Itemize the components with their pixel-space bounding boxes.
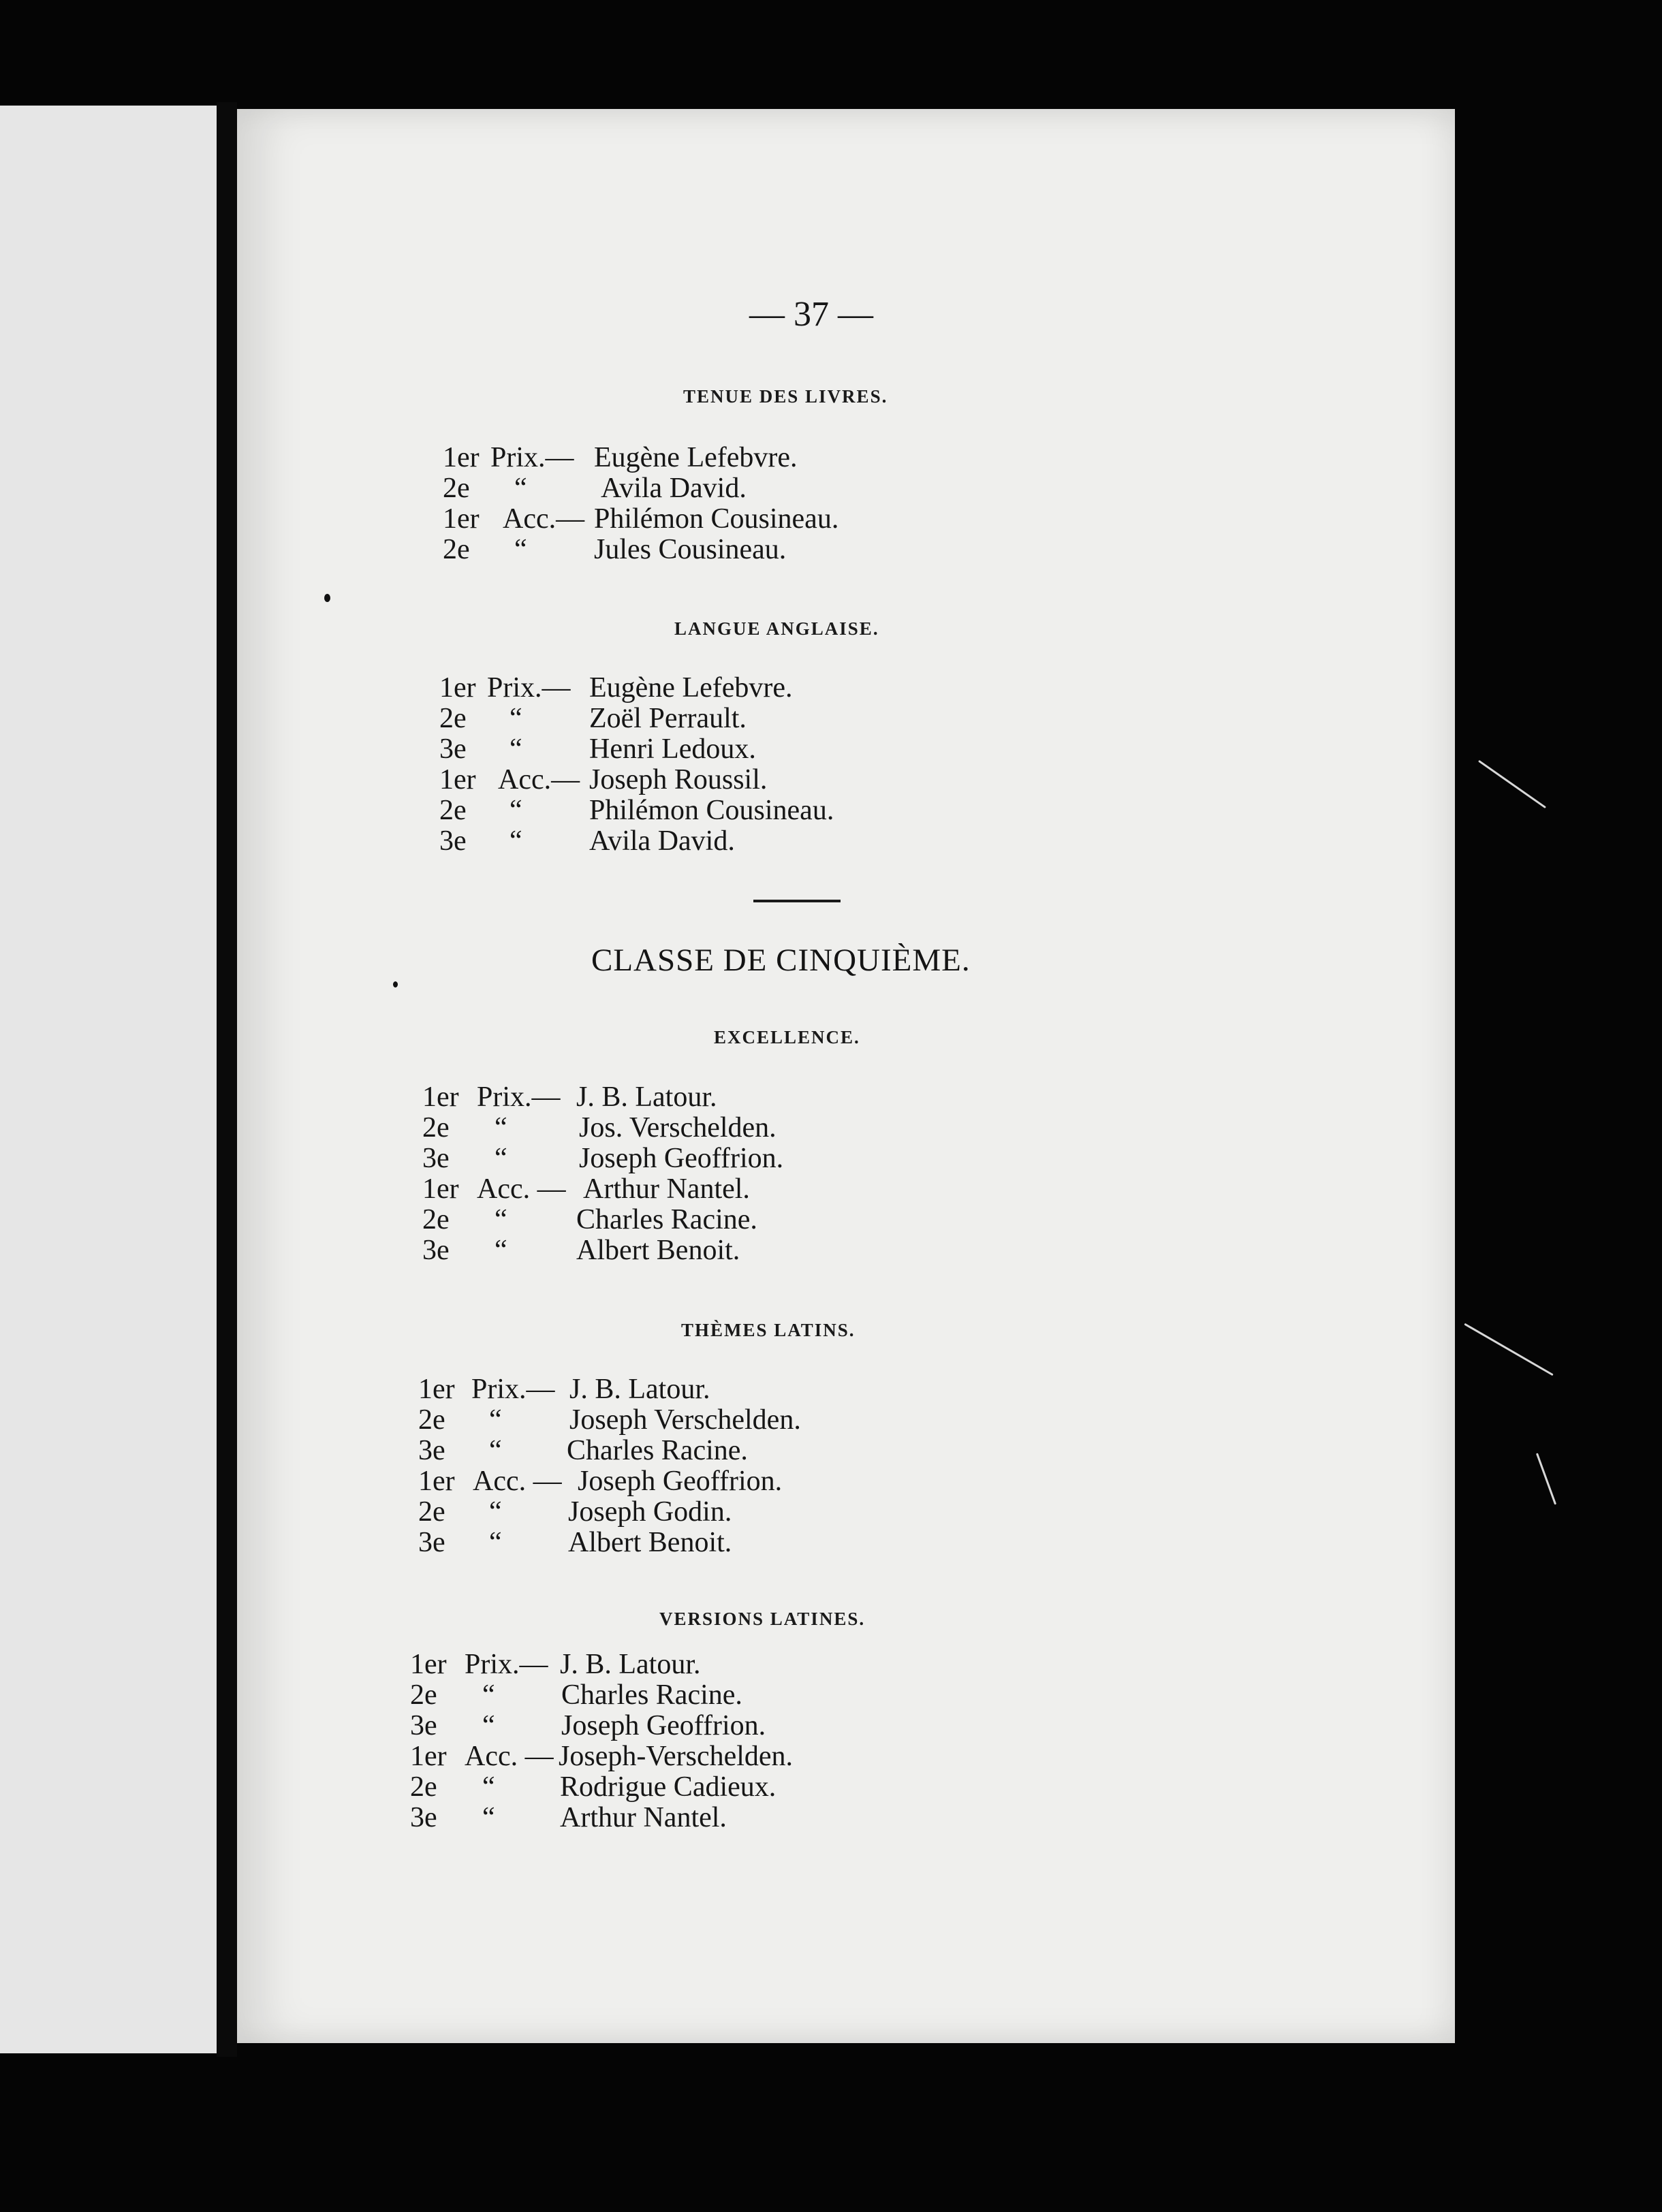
student-name: J. B. Latour.: [560, 1649, 701, 1680]
student-name: Zoël Perrault.: [589, 703, 747, 734]
award-rank: 1er: [443, 442, 480, 473]
award-rank: 2e: [443, 473, 470, 504]
award-rank: 1er: [439, 764, 476, 795]
award-rank: 2e: [410, 1679, 437, 1711]
award-rank: 1er: [418, 1466, 455, 1497]
ditto-mark: “: [514, 473, 527, 504]
ditto-mark: “: [489, 1496, 502, 1528]
award-type: Prix.—: [477, 1081, 561, 1113]
ditto-mark: “: [489, 1527, 502, 1558]
student-name: Eugène Lefebvre.: [594, 442, 798, 473]
award-type: Prix.—: [471, 1374, 555, 1405]
award-rank: 3e: [439, 825, 467, 857]
page-number: — 37 —: [749, 295, 873, 334]
student-name: Henri Ledoux.: [589, 733, 756, 765]
ditto-mark: “: [495, 1143, 507, 1174]
student-name: Joseph Geoffrion.: [578, 1466, 783, 1497]
award-type: Prix.—: [487, 672, 571, 704]
section-heading-excellence: EXCELLENCE.: [714, 1027, 860, 1047]
student-name: J. B. Latour.: [569, 1374, 710, 1405]
ditto-mark: “: [495, 1235, 507, 1266]
ditto-mark: “: [482, 1679, 495, 1711]
student-name: Arthur Nantel.: [560, 1802, 727, 1833]
award-rank: 3e: [410, 1802, 437, 1833]
ditto-mark: “: [509, 795, 522, 826]
award-rank: 2e: [418, 1404, 445, 1436]
award-rank: 1er: [443, 503, 480, 535]
award-rank: 3e: [422, 1143, 450, 1174]
student-name: Joseph-Verschelden.: [559, 1741, 794, 1772]
student-name: Philémon Cousineau.: [589, 795, 834, 826]
award-rank: 3e: [410, 1710, 437, 1741]
section-divider: [753, 900, 841, 902]
student-name: Avila David.: [589, 825, 735, 857]
student-name: Joseph Verschelden.: [569, 1404, 801, 1436]
section-heading-langue-anglaise: LANGUE ANGLAISE.: [674, 618, 879, 639]
award-rank: 1er: [410, 1649, 447, 1680]
ditto-mark: “: [514, 534, 527, 565]
student-name: Joseph Geoffrion.: [561, 1710, 766, 1741]
student-name: Jos. Verschelden.: [579, 1112, 777, 1143]
student-name: Charles Racine.: [576, 1204, 757, 1235]
award-rank: 3e: [418, 1527, 445, 1558]
award-rank: 1er: [439, 672, 476, 704]
ditto-mark: “: [495, 1112, 507, 1143]
ditto-mark: “: [482, 1710, 495, 1741]
student-name: Jules Cousineau.: [594, 534, 787, 565]
award-rank: 2e: [439, 795, 467, 826]
left-facing-page: [0, 106, 217, 2053]
student-name: Albert Benoit.: [576, 1235, 740, 1266]
section-heading-tenue-des-livres: TENUE DES LIVRES.: [683, 386, 888, 407]
award-type: Acc. —: [477, 1173, 566, 1205]
award-rank: 2e: [422, 1112, 450, 1143]
award-rank: 2e: [422, 1204, 450, 1235]
ditto-mark: “: [482, 1802, 495, 1833]
section-heading-themes-latins: THÈMES LATINS.: [681, 1320, 856, 1340]
award-type: Acc. —: [473, 1466, 562, 1497]
award-type: Acc. —: [465, 1741, 554, 1772]
student-name: Rodrigue Cadieux.: [560, 1771, 777, 1803]
award-rank: 2e: [418, 1496, 445, 1528]
award-rank: 1er: [410, 1741, 447, 1772]
student-name: Avila David.: [601, 473, 747, 504]
award-rank: 2e: [410, 1771, 437, 1803]
ditto-mark: “: [509, 825, 522, 857]
award-rank: 1er: [422, 1081, 459, 1113]
student-name: Arthur Nantel.: [583, 1173, 750, 1205]
award-rank: 1er: [422, 1173, 459, 1205]
ditto-mark: “: [509, 733, 522, 765]
award-rank: 3e: [439, 733, 467, 765]
film-scratch: [1536, 1453, 1556, 1504]
award-rank: 3e: [418, 1435, 445, 1466]
film-scratch: [1464, 1323, 1553, 1376]
award-type: Prix.—: [465, 1649, 548, 1680]
award-rank: 1er: [418, 1374, 455, 1405]
ditto-mark: “: [489, 1404, 502, 1436]
ink-speck: [393, 981, 398, 988]
student-name: Philémon Cousineau.: [594, 503, 839, 535]
film-scratch: [1478, 760, 1546, 808]
award-rank: 2e: [439, 703, 467, 734]
student-name: Joseph Geoffrion.: [579, 1143, 784, 1174]
class-title: CLASSE DE CINQUIÈME.: [591, 943, 971, 978]
award-type: Prix.—: [490, 442, 574, 473]
ditto-mark: “: [495, 1204, 507, 1235]
ditto-mark: “: [489, 1435, 502, 1466]
award-rank: 2e: [443, 534, 470, 565]
student-name: Joseph Godin.: [568, 1496, 732, 1528]
section-heading-versions-latines: VERSIONS LATINES.: [659, 1609, 866, 1629]
ink-speck: [324, 594, 330, 602]
award-type: Acc.—: [498, 764, 580, 795]
student-name: J. B. Latour.: [576, 1081, 717, 1113]
award-type: Acc.—: [503, 503, 585, 535]
ditto-mark: “: [509, 703, 522, 734]
book-spine: [217, 102, 237, 2057]
ditto-mark: “: [482, 1771, 495, 1803]
award-rank: 3e: [422, 1235, 450, 1266]
student-name: Charles Racine.: [561, 1679, 742, 1711]
student-name: Eugène Lefebvre.: [589, 672, 793, 704]
student-name: Albert Benoit.: [568, 1527, 732, 1558]
student-name: Charles Racine.: [567, 1435, 748, 1466]
student-name: Joseph Roussil.: [589, 764, 768, 795]
